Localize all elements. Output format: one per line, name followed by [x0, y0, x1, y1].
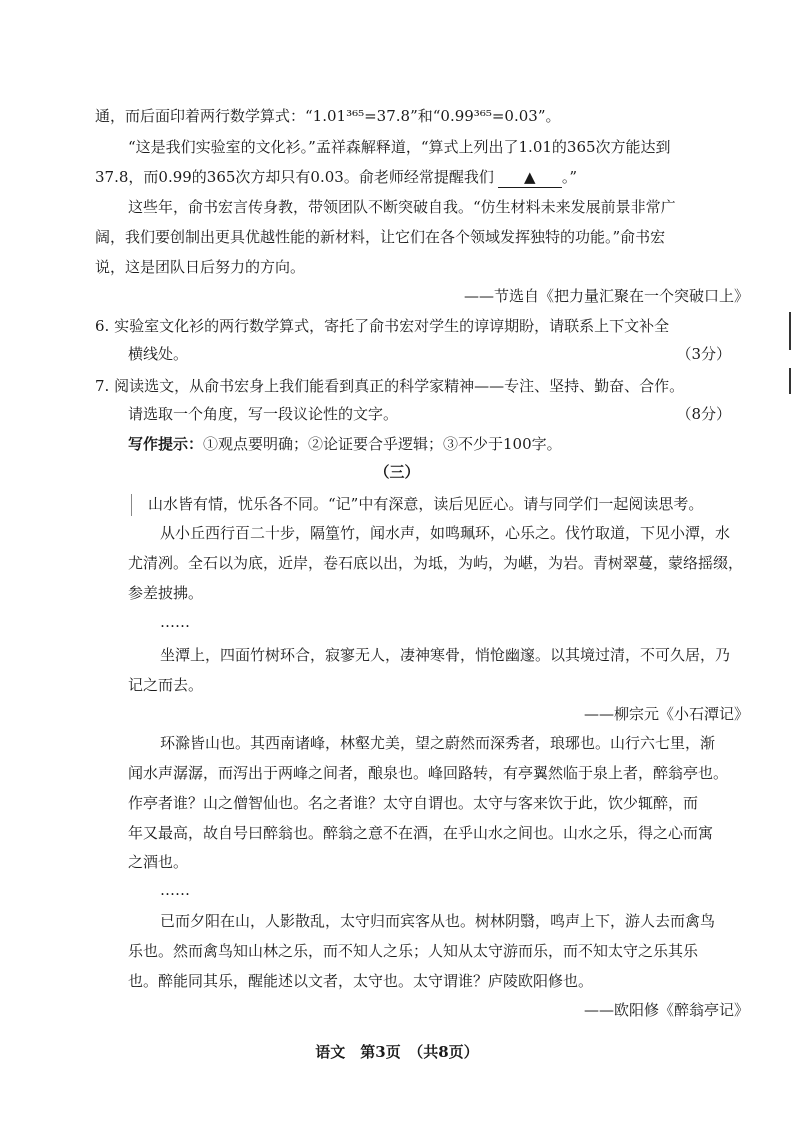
- passage-line: [95, 167, 577, 188]
- zuiwengting-line: 环滁皆山也。其西南诸峰，林壑尤美，望之蔚然而深秀者，琅琊也。山行六七里，渐: [160, 734, 716, 752]
- question-7-cont: 请选取一个角度，写一段议论性的文字。: [128, 405, 399, 423]
- passage-line: 这些年，俞书宏言传身教，带领团队不断突破自我。“仿生材料未来发展前景非常广: [128, 198, 676, 216]
- xiaoshitan-line: 尤清冽。全石以为底，近岸，卷石底以出，为坻，为屿，为嵁，为岩。青树翠蔓，蒙络摇缀，: [128, 554, 744, 572]
- scan-mark: [789, 312, 791, 350]
- zuiwengting-line: 之酒也。: [128, 853, 189, 871]
- zuiwengting-line: 已而夕阳在山，人影散乱，太守归而宾客从也。树林阴翳，鸣声上下，游人去而禽鸟: [160, 912, 716, 930]
- writing-tip: [128, 434, 562, 454]
- writing-tip-text: ①观点要明确；②论证要合乎逻辑；③不少于100字。: [203, 435, 562, 453]
- zuiwengting-line: 闻水声潺潺，而泻出于两峰之间者，酿泉也。峰回路转，有亭翼然临于泉上者，醉翁亭也。: [128, 764, 729, 782]
- question-6: 6. 实验室文化衫的两行数学算式，寄托了俞书宏对学生的谆谆期盼，请联系上下文补全: [95, 317, 670, 335]
- page-footer: 语文 第3页 （共8页）: [315, 1043, 479, 1061]
- xiaoshitan-line: 参差披拂。: [128, 584, 204, 602]
- xiaoshitan-line: 记之而去。: [128, 676, 204, 694]
- question-7: 7. 阅读选文，从俞书宏身上我们能看到真正的科学家精神——专注、坚持、勤奋、合作。: [95, 377, 685, 395]
- question-6-cont: 横线处。: [128, 345, 189, 363]
- zuiwengting-line: 乐也。然而禽鸟知山林之乐，而不知人之乐；人知从太守游而乐，而不知太守之乐其乐: [128, 942, 699, 960]
- passage-line: 通，而后面印着两行数学算式：“1.01³⁶⁵=37.8”和“0.99³⁶⁵=0.03”。: [95, 107, 561, 125]
- passage-line: 阔，我们要创制出更具优越性能的新材料，让它们在各个领域发挥独特的功能。”俞书宏: [95, 228, 666, 246]
- zuiwengting-line: 年又最高，故自号曰醉翁也。醉翁之意不在酒，在乎山水之间也。山水之乐，得之心而寓: [128, 824, 714, 842]
- scan-mark: [789, 368, 791, 394]
- writing-tip-label: 写作提示：: [128, 435, 204, 453]
- zuiwengting-source: ——欧阳修《醉翁亭记》: [583, 1001, 749, 1019]
- passage-line: “这是我们实验室的文化衫。”孟祥森解释道，“算式上列出了1.01的365次方能达到: [128, 138, 671, 156]
- xiaoshitan-source: ——柳宗元《小石潭记》: [583, 705, 749, 723]
- answer-blank[interactable]: ▲: [498, 167, 562, 188]
- zuiwengting-line: 作亭者谁？山之僧智仙也。名之者谁？太守自谓也。太守与客来饮于此，饮少辄醉，而: [128, 794, 699, 812]
- question-6-score: （3分）: [676, 345, 731, 363]
- ellipsis: ……: [160, 613, 190, 631]
- passage-text: 。”: [561, 168, 577, 186]
- passage-source: ——节选自《把力量汇聚在一个突破口上》: [463, 287, 749, 305]
- zuiwengting-line: 也。醉能同其乐，醒能述以文者，太守也。太守谓谁？庐陵欧阳修也。: [128, 972, 594, 990]
- section-heading: （三）: [374, 463, 420, 481]
- passage-text: 37.8，而0.99的365次方却只有0.03。俞老师经常提醒我们: [95, 168, 494, 186]
- passage-line: 说，这是团队日后努力的方向。: [95, 258, 306, 276]
- scan-mark: [131, 494, 132, 516]
- ellipsis: ……: [160, 881, 190, 899]
- question-7-score: （8分）: [676, 405, 731, 423]
- section-intro: 山水皆有情，忧乐各不同。“记”中有深意，读后见匠心。请与同学们一起阅读思考。: [148, 495, 704, 513]
- xiaoshitan-line: 从小丘西行百二十步，隔篁竹，闻水声，如鸣珮环，心乐之。伐竹取道，下见小潭，水: [160, 524, 731, 542]
- xiaoshitan-line: 坐潭上，四面竹树环合，寂寥无人，凄神寒骨，悄怆幽邃。以其境过清，不可久居，乃: [160, 646, 731, 664]
